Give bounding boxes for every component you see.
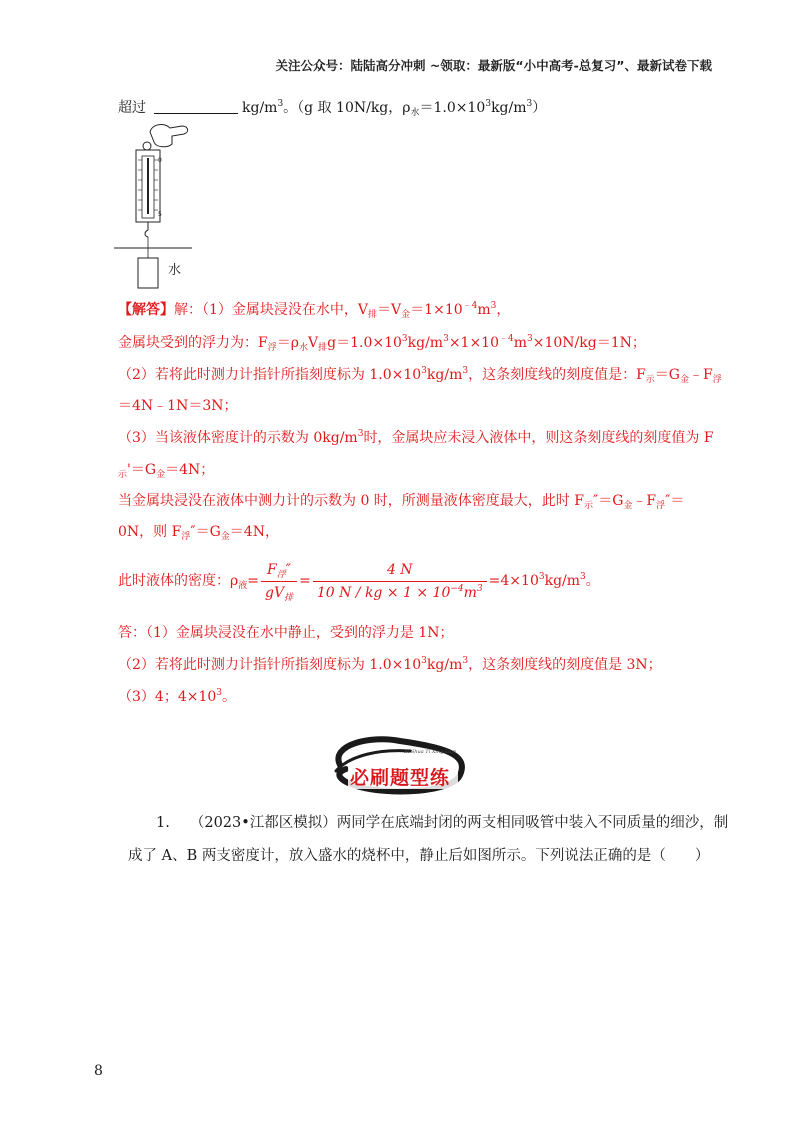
question-1-line-2: 成了 A、B 两支密度计，放入盛水的烧杯中，静止后如图所示。下列说法正确的是（ ） [128,848,710,864]
answer-line-8: 0N，则 $F_浮''=G_金=4N$， [118,524,279,542]
answer-line-1: 【解答】解：（1）金属块浸没在水中，$V_排=V_金=1\times 10^{﹣4}m^3$， [118,301,511,320]
spring-scale-figure [112,120,232,295]
final-answer-1: 答：（1）金属块浸没在水中静止，受到的浮力是 1N； [118,625,454,641]
answer-line-2: 金属块受到的浮力为：$F_浮=\rho_水V_排g=1.0\times 10^3kg/m^3\times 1\times 10^{﹣4}m^3\times 10N/kg=1N$； [118,334,646,353]
svg-text:0: 0 [158,157,162,164]
answer-line-7: 当金属块浸没在液体中测力计的示数为 0 时，所测量液体密度最大，此时 $F_示''=G_金﹣F_浮''=$ [118,493,685,511]
question-continuation: 超过 $kg/m^3$。（g 取 10N/kg，$\rho_水=1.0\times 10^3kg/m^3$） [118,99,547,118]
svg-text:5: 5 [158,211,162,218]
water-label: 水 [168,263,182,278]
density-formula: 此时液体的密度：$\rho_液=$ $\frac{F_浮''}{gV_排}$ = $\frac{4 N}{10 N / kg \times 1 \times 10^{-4}m^3}$ $=4\times 10^3kg/m^3$。 [118,558,600,604]
answer-line-3: （2）若将此时测力计指针所指刻度标为 $1.0\times 10^3kg/m^3$，这条刻度线的刻度值是：$F_示=G_金﹣F_浮$ [118,366,722,385]
fraction-1: $\frac{F_浮''}{gV_排}$ [261,559,297,604]
final-answer-2: （2）若将此时测力计指针所指刻度标为 $1.0\times 10^3kg/m^3$，这条刻度线的刻度值是 3N； [118,656,662,673]
hand-icon [150,125,188,147]
fraction-2: $\frac{4 N}{10 N / kg \times 1 \times 10^{-4}m^3}$ [313,559,487,604]
question-number: 1. [156,815,170,831]
page-number: 8 [94,1063,103,1079]
question-1-line-1: 1. （2023•江都区模拟）两同学在底端封闭的两支相同吸管中装入不同质量的细沙，制 [156,815,729,831]
banner-title: 必刷题型练 [350,767,451,789]
answer-line-5: （3）当该液体密度计的示数为 $0kg/m^3$时，金属块应未浸入液体中，则这条刻度线的刻度值为 F [118,429,714,446]
metal-block [138,258,158,288]
answer-line-6: $_示'=G_金=4N$； [118,462,215,480]
section-banner [320,735,480,797]
banner-script: Bi Shua Ti Xing Lian [404,749,457,755]
answer-line-4: ＝4N﹣1N＝3N； [118,398,238,414]
final-answer-3: （3）4；$4\times 10^3$。 [118,688,237,705]
header-note: 关注公众号：陆陆高分冲刺 ~领取：最新版“小中高考-总复习”、最新试卷下载 [275,58,712,73]
answer-blank [154,99,238,114]
